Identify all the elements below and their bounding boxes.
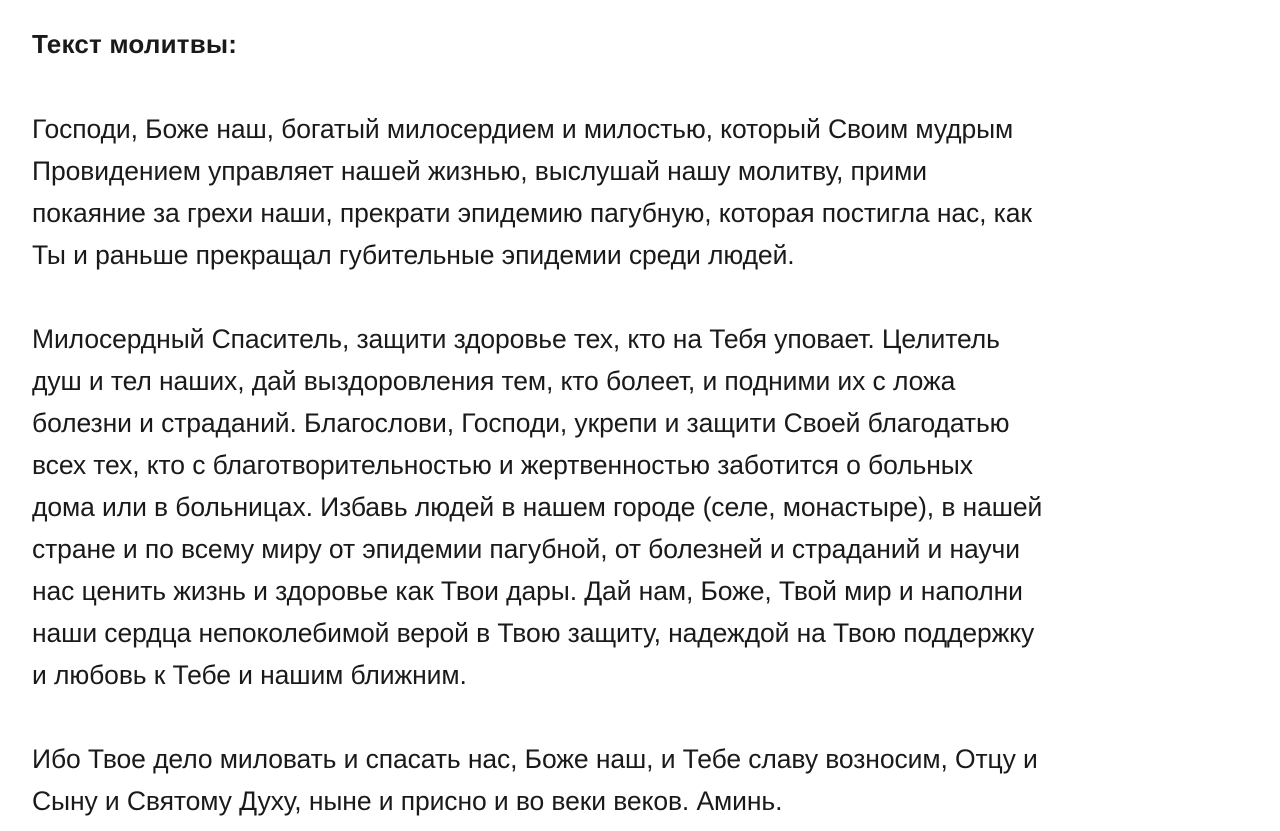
- paragraph-line: покаяние за грехи наши, прекрати эпидемию пагубную, которая постигла нас, как: [32, 198, 1032, 228]
- paragraph-line: болезни и страданий. Благослови, Господи, укрепи и защити Своей благодатью: [32, 408, 1010, 438]
- paragraph-line: стране и по всему миру от эпидемии пагубной, от болезней и страданий и научи: [32, 534, 1020, 564]
- paragraph-line: нас ценить жизнь и здоровье как Твои дары. Дай нам, Боже, Твой мир и наполни: [32, 576, 1023, 606]
- paragraph-line: всех тех, кто с благотворительностью и жертвенностью заботится о больных: [32, 450, 973, 480]
- prayer-paragraph-1: [32, 108, 1257, 276]
- prayer-heading: Текст молитвы:: [32, 29, 238, 59]
- paragraph-line: Господи, Боже наш, богатый милосердием и милостью, который Своим мудрым: [32, 114, 1014, 144]
- paragraph-line: Ибо Твое дело миловать и спасать нас, Боже наш, и Тебе славу возносим, Отцу и: [32, 744, 1038, 774]
- prayer-paragraph-2: [32, 318, 1257, 696]
- paragraph-line: Провидением управляет нашей жизнью, выслушай нашу молитву, прими: [32, 156, 927, 186]
- paragraph-line: и любовь к Тебе и нашим ближним.: [32, 660, 467, 690]
- paragraph-line: Милосердный Спаситель, защити здоровье тех, кто на Тебя уповает. Целитель: [32, 324, 1000, 354]
- document-page: [32, 22, 1257, 822]
- prayer-paragraph-3: [32, 738, 1257, 822]
- paragraph-line: Ты и раньше прекращал губительные эпидемии среди людей.: [32, 240, 795, 270]
- paragraph-line: дома или в больницах. Избавь людей в нашем городе (селе, монастыре), в нашей: [32, 492, 1043, 522]
- paragraph-line: душ и тел наших, дай выздоровления тем, кто болеет, и подними их с ложа: [32, 366, 956, 396]
- paragraph-line: наши сердца непоколебимой верой в Твою защиту, надеждой на Твою поддержку: [32, 618, 1035, 648]
- paragraph-line: Сыну и Святому Духу, ныне и присно и во веки веков. Аминь.: [32, 786, 783, 816]
